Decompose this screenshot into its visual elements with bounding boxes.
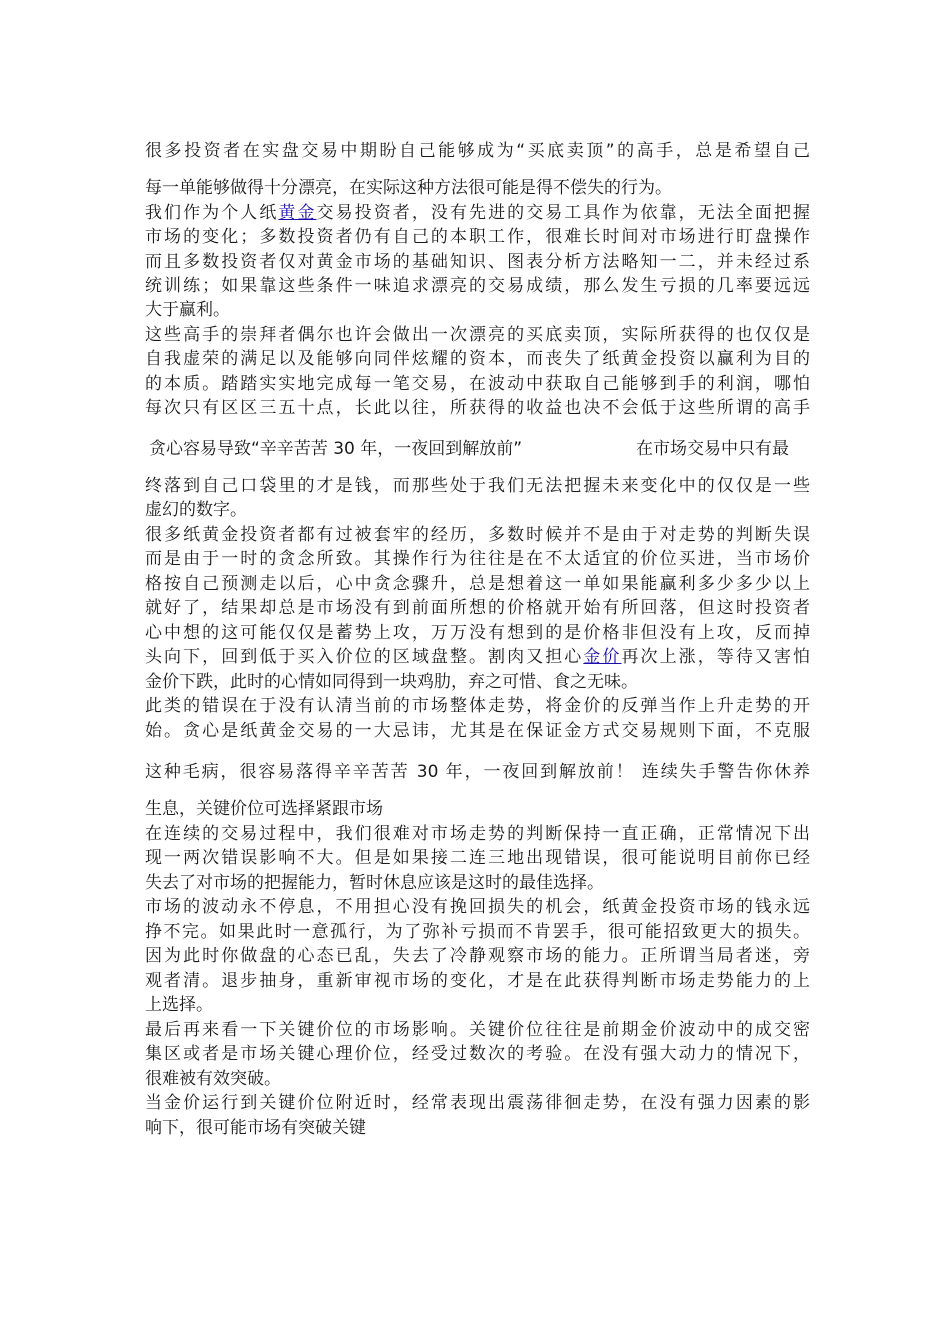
paragraph-line: 响下，很可能市场有突破关键 (145, 1118, 366, 1138)
paragraph-line: 虚幻的数字。 (145, 500, 247, 520)
paragraph-line: 的本质。踏踏实实地完成每一笔交易，在波动中获取自己能够到手的利润，哪怕 (145, 374, 810, 394)
paragraph-text: 我们作为个人纸 (145, 203, 279, 223)
paragraph-line: 挣不完。如果此时一意孤行，为了弥补亏损而不肯罢手，很可能招致更大的损失。 (145, 922, 810, 942)
paragraph-line: 此类的错误在于没有认清当前的市场整体走势，将金价的反弹当作上升走势的开 (145, 696, 810, 716)
paragraph-line: 每次只有区区三五十点，长此以往，所获得的收益也决不会低于这些所谓的高手 (145, 398, 810, 418)
paragraph-line (145, 645, 810, 669)
paragraph-line: 每一单能够做得十分漂亮，在实际这种方法很可能是得不偿失的行为。 (145, 178, 672, 198)
paragraph-line: 心中想的这可能仅仅是蓄势上攻，万万没有想到的是价格非但没有上攻，反而掉 (145, 623, 810, 643)
gold-link[interactable]: 黄金 (278, 203, 317, 223)
paragraph-line: 失去了对市场的把握能力，暂时休息应该是这时的最佳选择。 (145, 873, 604, 893)
paragraph-line-left: 贪心容易导致“辛辛苦苦 30 年，一夜回到解放前” (149, 439, 523, 459)
paragraph-line: 格按自己预测走以后，心中贪念骤升，总是想着这一单如果能赢利多少多少以上 (145, 574, 810, 594)
paragraph-line: 而是由于一时的贪念所致。其操作行为往往是在不太适宜的价位买进，当市场价 (145, 549, 810, 569)
paragraph-line: 很多投资者在实盘交易中期盼自己能够成为“买底卖顶”的高手，总是希望自己 (145, 141, 810, 161)
paragraph-line: 最后再来看一下关键价位的市场影响。关键价位往往是前期金价波动中的成交密 (145, 1020, 810, 1040)
paragraph-line: 生息，关键价位可选择紧跟市场 (145, 799, 383, 819)
paragraph-line: 因为此时你做盘的心态已乱，失去了冷静观察市场的能力。正所谓当局者迷，旁 (145, 946, 810, 966)
paragraph-line: 在连续的交易过程中，我们很难对市场走势的判断保持一直正确，正常情况下出 (145, 824, 810, 844)
paragraph-line: 终落到自己口袋里的才是钱，而那些处于我们无法把握未来变化中的仅仅是一些 (145, 476, 810, 496)
paragraph-line: 而且多数投资者仅对黄金市场的基础知识、图表分析方法略知一二，并未经过系 (145, 252, 810, 272)
paragraph-line: 市场的变化；多数投资者仍有自己的本职工作，很难长时间对市场进行盯盘操作 (145, 227, 810, 247)
paragraph-text: 头向下，回到低于买入价位的区域盘整。割肉又担心 (145, 647, 584, 667)
paragraph-text: 再次上涨，等待又害怕 (621, 647, 811, 667)
paragraph-line: 集区或者是市场关键心理价位，经受过数次的考验。在没有强大动力的情况下， (145, 1044, 810, 1064)
paragraph-line: 金价下跌，此时的心情如同得到一块鸡肋，弃之可惜、食之无味。 (145, 672, 638, 692)
paragraph-line: 市场的波动永不停息，不用担心没有挽回损失的机会，纸黄金投资市场的钱永远 (145, 897, 810, 917)
paragraph-line: 这种毛病，很容易落得辛辛苦苦 30 年，一夜回到解放前！ 连续失手警告你休养 (145, 762, 810, 782)
paragraph-line: 上选择。 (145, 995, 213, 1015)
paragraph-line: 就好了，结果却总是市场没有到前面所想的价格就开始有所回落，但这时投资者 (145, 598, 810, 618)
paragraph-line: 这些高手的崇拜者偶尔也许会做出一次漂亮的买底卖顶，实际所获得的也仅仅是 (145, 325, 810, 345)
paragraph-line: 现一两次错误影响不大。但是如果接二连三地出现错误，很可能说明目前你已经 (145, 848, 810, 868)
paragraph-line: 大于赢利。 (145, 300, 230, 320)
paragraph-line: 始。贪心是纸黄金交易的一大忌讳，尤其是在保证金方式交易规则下面，不克服 (145, 721, 810, 741)
paragraph-line: 观者清。退步抽身，重新审视市场的变化，才是在此获得判断市场走势能力的上 (145, 971, 810, 991)
paragraph-line: 统训练；如果靠这些条件一味追求漂亮的交易成绩，那么发生亏损的几率要远远 (145, 276, 810, 296)
paragraph-line: 当金价运行到关键价位附近时，经常表现出震荡徘徊走势，在没有强力因素的影 (145, 1093, 810, 1113)
paragraph-line: 很难被有效突破。 (145, 1069, 281, 1089)
paragraph-line: 很多纸黄金投资者都有过被套牢的经历，多数时候并不是由于对走势的判断失误 (145, 525, 810, 545)
paragraph-line (145, 201, 810, 225)
paragraph-line: 自我虚荣的满足以及能够向同伴炫耀的资本，而丧失了纸黄金投资以赢利为目的 (145, 349, 810, 369)
paragraph-line-right: 在市场交易中只有最 (636, 439, 789, 459)
paragraph-text: 交易投资者，没有先进的交易工具作为依靠，无法全面把握 (316, 203, 811, 223)
gold-price-link[interactable]: 金价 (583, 647, 622, 667)
